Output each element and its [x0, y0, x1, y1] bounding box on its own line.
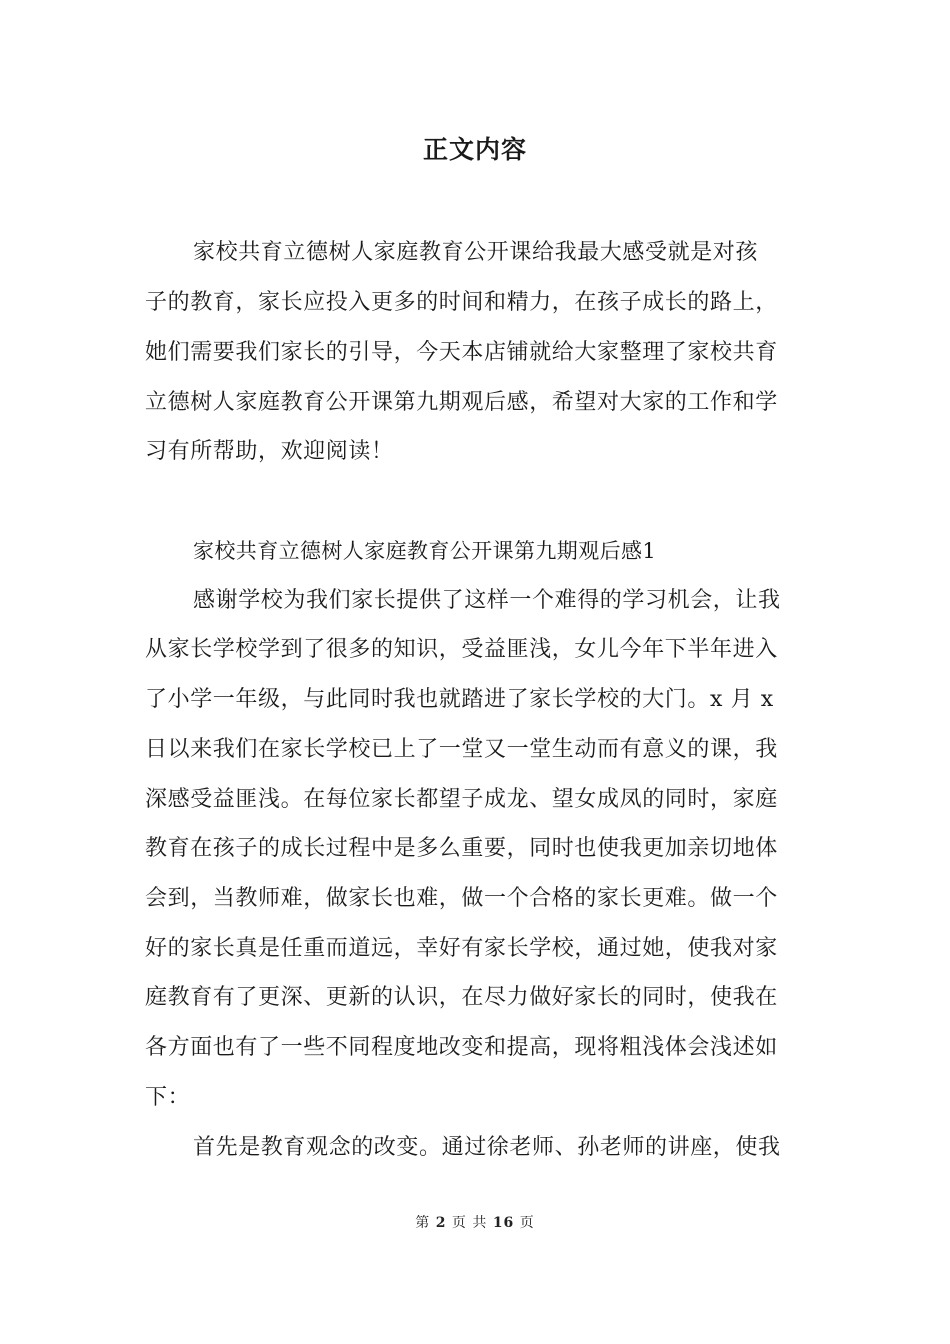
- intro-line: 立德树人家庭教育公开课第九期观后感，希望对大家的工作和学: [145, 390, 778, 415]
- section-heading: 家校共育立德树人家庭教育公开课第九期观后感1: [193, 539, 657, 563]
- page-title: 正文内容: [422, 135, 527, 164]
- body-line: 好的家长真是任重而道远，幸好有家长学校，通过她，使我对家: [145, 936, 778, 961]
- body-line: 日以来我们在家长学校已上了一堂又一堂生动而有意义的课，我: [145, 737, 778, 762]
- body-line: 首先是教育观念的改变。通过徐老师、孙老师的讲座，使我: [193, 1135, 781, 1160]
- body-line: 教育在孩子的成长过程中是多么重要，同时也使我更加亲切地体: [145, 836, 778, 861]
- footer-middle: 页 共: [451, 1215, 488, 1231]
- intro-line: 习有所帮助，欢迎阅读！: [145, 439, 394, 464]
- body-line: 深感受益匪浅。在每位家长都望子成龙、望女成凤的同时，家庭: [145, 787, 778, 812]
- footer-prefix: 第: [415, 1215, 431, 1231]
- intro-line: 家校共育立德树人家庭教育公开课给我最大感受就是对孩: [193, 240, 759, 265]
- body-line: 各方面也有了一些不同程度地改变和提高，现将粗浅体会浅述如: [145, 1035, 778, 1060]
- body-line: 下：: [145, 1085, 191, 1110]
- footer-suffix: 页: [519, 1215, 535, 1231]
- page-footer: [0, 1213, 950, 1233]
- body-line: 会到，当教师难，做家长也难，做一个合格的家长更难。做一个: [145, 886, 778, 911]
- current-page-number: 2: [435, 1215, 447, 1231]
- body-line: 从家长学校学到了很多的知识，受益匪浅，女儿今年下半年进入: [145, 637, 778, 662]
- intro-line: 子的教育，家长应投入更多的时间和精力，在孩子成长的路上，: [145, 290, 778, 315]
- intro-line: 她们需要我们家长的引导，今天本店铺就给大家整理了家校共育: [145, 340, 778, 365]
- body-line: 了小学一年级，与此同时我也就踏进了家长学校的大门。x 月 x: [145, 687, 774, 712]
- total-page-number: 16: [492, 1215, 515, 1231]
- body-line: 感谢学校为我们家长提供了这样一个难得的学习机会，让我: [193, 588, 781, 613]
- body-line: 庭教育有了更深、更新的认识，在尽力做好家长的同时，使我在: [145, 985, 778, 1010]
